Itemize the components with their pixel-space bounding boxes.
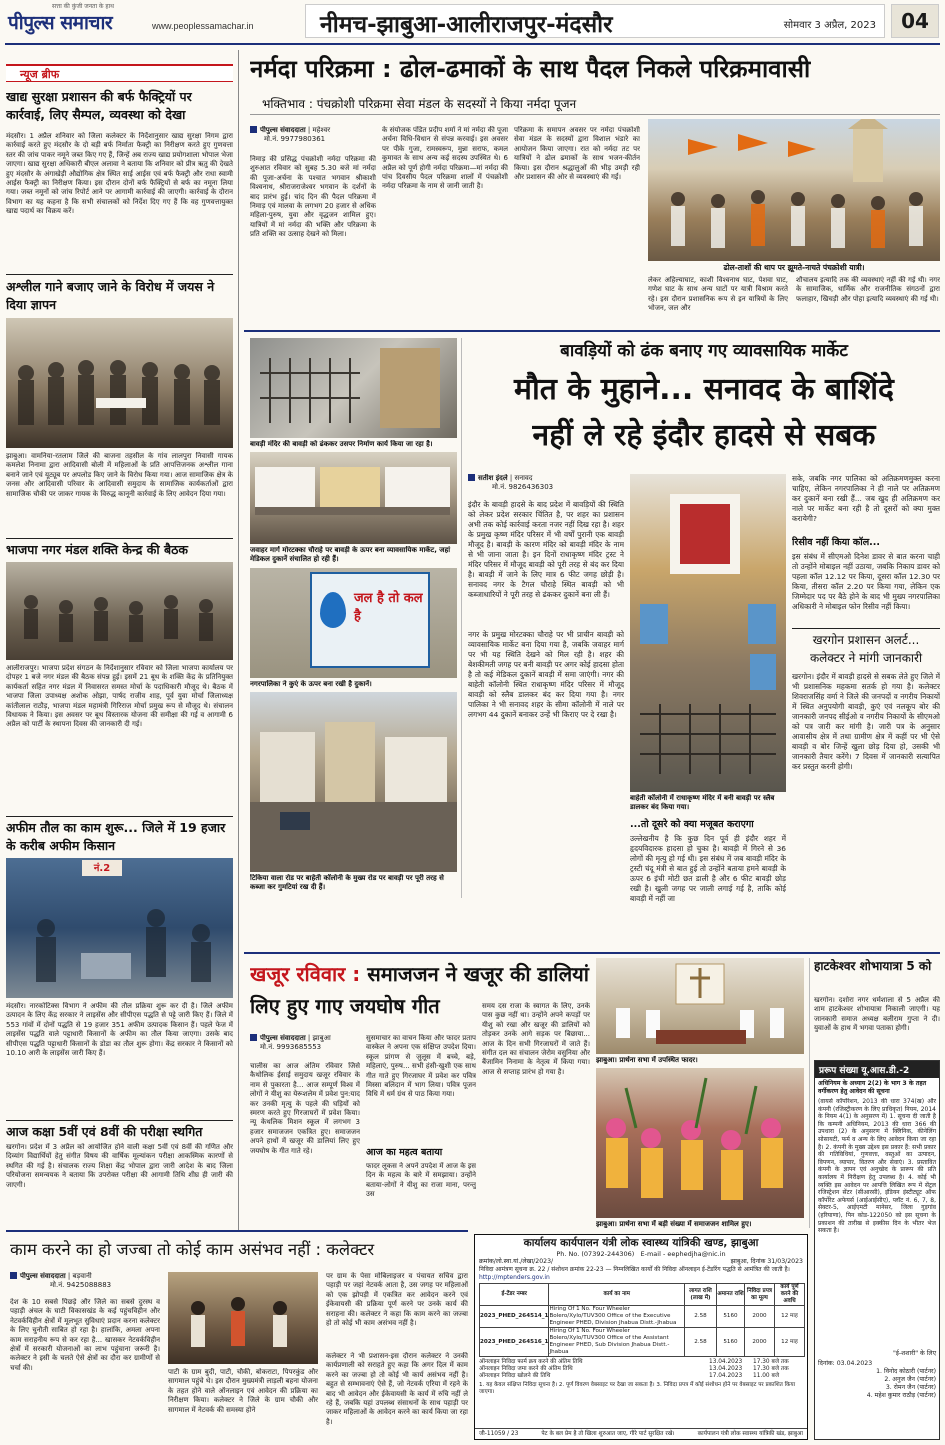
tender-period: 12 माह	[775, 1328, 805, 1357]
table-row	[480, 1328, 805, 1357]
khajoor-subhead: आज का महत्व बताया	[366, 1147, 443, 1158]
divider	[6, 274, 233, 275]
divider	[6, 1120, 233, 1121]
bawdi-body-col3: उल्लेखनीय है कि कुछ दिन पूर्व ही इंदौर शहर में हृदयविदारक हादसा हो चुका है। बावड़ी में गिरने से 36 लोगों की मृत्यु हो गई थी। इस संबंध में जब बावड़ी मंदिर के ट्रस्टी चंदू मंत्री से बात हुई तो उन्होंने बताया हमने बावड़ी के ऊपर 6 इंची मोटी छत डाली है और 6 फीट बावड़ी छोड़ रखी है। खुली जगह पर जाली लगाई गई है, ताकि कोई बावड़ी में नहीं जा	[630, 834, 786, 903]
schedule-time: 17.30 बजे तक	[753, 1366, 789, 1373]
brief-1-body: मंदसौर। 1 अप्रैल शनिवार को जिला कलेक्टर के निर्देशानुसार खाद्य सुरक्षा निगम द्वारा कार्रवाई करते हुए मंदसौर के दो बड़ी बर्फ निर्माता फैक्ट्री का निरीक्षण करते हुए गुणवत्ता स्तर की जांच पाकर नमूने जब्त किए गए हैं, जिन्हें अब राज्य खाद्य प्रयोगशाला भोपाल भेजा जाएगा। खाद्य सुरक्षा अधिकारी बीएल अलावा ने बताया कि शनिवार को प्रीत्र ऋतु की देखते हुए मंदसौर के अंगाखेड़ी औद्योगिक क्षेत्र स्थित साई आईस एवं बर्फ फैक्ट्री और राधा स्वामी आईस फैक्ट्री का निरीक्षण किया। इस दौरान दोनों बर्फ फैक्ट्रियों से बर्फ का नमूना लिया गया। जब्त नमूनों को जांच रिपोर्ट आने पर आगामी कार्रवाई की जाएगी। कार्रवाई के दौरान विभाग का यह कहना है कि सभी संचालकों को निर्देश दिए गए हैं कि वह गुणवत्तायुक्त खाद्य पदार्थ का विक्रय करें।	[6, 132, 233, 216]
byline-phone: मो.नं. 9977980361	[264, 135, 326, 143]
byline-separator-icon: |	[67, 1272, 71, 1280]
bawdi-body-col4: सके, जबकि नगर पालिका को अतिक्रमणमुक्त करना चाहिए, लेकिन नगरपालिका ने ही नाले पर अतिक्रमण कर दुकानें बना रखी हैं... जब खुद ही अतिक्रमण कर नाले पर मार्केट बना रही है तो दूसरों को क्या मुक्त करायेगी?	[792, 474, 940, 523]
section-rule	[244, 330, 940, 332]
edition-title: नीमच-झाबुआ-आलीराजपुर-मंदसौर	[320, 12, 613, 38]
subhead-rule	[250, 114, 940, 115]
bawdi-body-col4b: इस संबंध में सीएमओ दिनेश डावर से बात करना चाही तो उन्होंने मोबाइल नहीं उठाया, जबकि निकाय डावर को पहला कॉल 12.12 पर किया, दूसरा कॉल 12.30 पर किया, तीसरा कॉल 2.20 पर किया गया, लेकिन एक जिम्मेदार पद पर बैठे होने के बाद भी मुख्य नगरपालिका अधिकारी ने मोबाइल फोन रिसीव नहीं किया।	[792, 552, 940, 611]
tender-office: कार्यालय कार्यपालन यंत्री लोक स्वास्थ्य यांत्रिकी खण्ड, झाबुआ	[523, 1237, 759, 1249]
schedule-time: 11.00 बजे	[753, 1373, 780, 1380]
tender-phone: Ph. No. (07392-244306)	[556, 1250, 635, 1258]
khajoor-body-col3: फादर लूकस ने अपने उपदेश में आज के इस दिन के महत्व के बारे में समझाया। उन्होंने बताया-लोगों ने यीशु का राजा माना, परन्तु उस	[366, 1162, 476, 1199]
grill-illustration	[250, 338, 457, 438]
parikrama-procession-photo	[648, 119, 940, 261]
byline-phone: मो.नं. 9993685553	[260, 1043, 322, 1051]
altar-illustration	[596, 958, 804, 1054]
tender-cost: 2.58	[685, 1328, 717, 1357]
tender-emd: 5160	[717, 1306, 745, 1328]
bawdi-slab-photo	[630, 474, 786, 792]
brief-2-caption: झाबुआ। वामनिया-रतलाम जिले की बाजना तहसील के गांव लालपुरा निवासी गायक कमलेश निनामा द्वारा आदिवासी बोली में महिलाओं के प्रति आपत्तिजनक अश्लील गाना बनाने जाने एवं यूट्यूब पर अपलोड किए जाने के विरोध किया गया। आज सामाजिक क्षेत्र के जनस और आदिवासी परिवार के आदिवासी समुदाय के सामाजिक कार्यकर्ताओं द्वारा सामाजिक चौकी पर जाकर गायक के विरुद्ध कानूनी कार्रवाई के लिए आवेदन दिया गया।	[6, 452, 233, 498]
jayas-memo-photo	[6, 318, 233, 448]
bawdi-caption-5: बाहेती कॉलोनी में राधाकृष्ण मंदिर में बनी बावड़ी पर स्लैब डालकर बंद किया गया।	[630, 794, 775, 811]
tender-table	[479, 1283, 805, 1357]
notice-signatory-4: 4. महेश कुमार राठौड़ (पार्टनर)	[866, 1392, 936, 1399]
collector-body-col3: पर ग्राम के पेसा मोबिलाइजर व पंचायत सचिव द्वारा पहाड़ी पर जहां नेटवर्क आता है, उस जगह पर महिलाओं को एक झोपड़ी में एकत्रित कर आवेदन करने एवं ईकेवायसी की प्रक्रिया पूर्ण करने पर उनके कार्य की सराहना की। कलेक्टर ने कहा कि काम करने का जज्बा हो तो कोई भी काम असंभव नहीं है।	[326, 1272, 468, 1328]
tender-col-header: ई-टेंडर नम्बर	[480, 1284, 549, 1306]
tender-col-header: निविदा प्रपत्र का मूल्य	[745, 1284, 775, 1306]
paper-tagline: सत्ता की कुंजी जनता के हाथ	[52, 3, 115, 10]
news-brief-column	[6, 50, 233, 1120]
byline-name: पीपुल्स संवाददाता	[260, 126, 306, 134]
brief-2-headline: अश्लील गाने बजाए जाने के विरोध में जयस ने दिया ज्ञापन	[6, 279, 215, 312]
column-rule	[461, 338, 462, 898]
tender-work: Hiring Of 1 No. Four Wheeler Bolero/Xylo/TUV300 Office of the Assistant Engineer PHED, Sub Division Jhabua Distt.-Jhabua	[549, 1328, 685, 1357]
market-illustration	[250, 452, 457, 544]
news-brief-label	[6, 64, 233, 82]
column-rule	[809, 958, 810, 1228]
bawdi-headline-line1: मौत के मुहाने... सनावद के बाशिंदे	[514, 372, 894, 407]
khajoor-body-col1: चालीस का आज अंतिम रविवार जिसे कैथोलिक ईसाई समुदाय खजूर रविवार के नाम से पुकारता है... आज सम्पूर्ण विश्व में लोगों ने यीशु का येरूशलेम में प्रवेश पुन:याद कर उनकी मृत्यु के पहले की घड़ियों को स्मरण करते हुए गिरजाघरों में प्रवेश किया। न्यू केथलिक मिशन स्कूल में लगभग 3 हजार समाजजन एकत्रित हुए। समाजजन अपने हाथों में खजूर की डालियां लिए हुए जयघोष के गीत गाते रहे।	[250, 1062, 360, 1155]
tender-col-header: कार्य पूर्ण करने की अवधि	[775, 1284, 805, 1306]
byline-name: पीपुल्स संवाददाता	[20, 1272, 66, 1280]
collector-photo	[168, 1272, 318, 1364]
brief-5-body: खरगोन। प्रदेश में 3 अप्रैल को आयोजित होने वाली कक्षा 5वीं एवं 8वीं की गणित और दिव्यांग विद्यार्थियों हेतु संगीत विषय की वार्षिक मूल्यांकन परीक्षा आकस्मिक कारणों से स्थगित की गई है। संचालक राज्य शिक्षा केंद्र भोपाल द्वारा जारी आदेश के बाद जिला परियोजना समन्वयक ने बताया कि उपरोक्त परीक्षा की आगामी तिथि शीघ्र ही जारी की जाएगी।	[6, 1143, 233, 1189]
tender-footer-sign: कार्यपालन यंत्री लोक स्वास्थ्य यांत्रिकी खंड, झाबुआ	[697, 1431, 803, 1437]
brief-3-body: आलीराजपुर। भाजपा प्रदेश संगठन के निर्देशानुसार रविवार को जिला भाजपा कार्यालय पर दोपहर 1 बजे नगर मंडल की बैठक संपन्न हुई। इसमें 21 बूथ के शक्ति केंद्र के प्रतिनियुक्त कार्यकर्ता सहित नगर मंडल में निवासरत समस्त मोर्चा के पदाधिकारी मौजूद थे। बैठक में भाजपा जिला उपाध्यक्ष अशोक ओझा, पार्षद राजीव शाह, पूर्व युवा मोर्चा जिलाध्यक्ष कांतीलाल राठौड़, भाजपा मंडल महामंत्री गिरिराज मोर्चा प्रमुख रूप से मौजूद थे। संचालन विधायक ने किया। इस अवसर पर बूथ विस्तारक योजना की समीक्षा की गई व आगामी 6 अप्रैल को पार्टी के स्थापना दिवस की जानकारी दी गई।	[6, 664, 233, 729]
notice-box	[814, 1060, 940, 1440]
bawdi-caption-1: बावड़ी मंदिर की बावड़ी को ढंककर उसपर निर्माण कार्य किया जा रहा है।	[250, 440, 433, 448]
collector-body-col1: देश के 10 सबसे पिछड़े और जिले का सबसे दुरस्थ व पहाड़ी अंचल के घाटी विकासखंड के कई पहुंचविहीन और नेटवर्कविहीन क्षेत्रों में मूलभूत सुविधाएं प्रदान करना कलेक्टर के लिए चुनौती साबित हो रहा है। हालांकि, अमला अपना काम सराहनीय रूप से कर रहा है... खासकर नेटवर्कविहीन क्षेत्रों में सरकारी योजनाओं का लाभ पहुंचाना जरूरी है। कलेक्टर ने इसी के चलते ऐसे क्षेत्रों का दौरा कर ग्रामीणों से चर्चा की।	[10, 1298, 160, 1372]
issue-date: सोमवार 3 अप्रैल, 2023	[783, 20, 876, 31]
table-row	[480, 1306, 805, 1328]
tender-emd: 5160	[717, 1328, 745, 1357]
khajoor-body-col2: सुसमाचार का वाचन किया और फादर प्रताप वास्केल ने अपना एक संक्षिप्त उपदेश दिया। स्कूल प्रांगण से जुलूस में बच्चे, बड़े, महिलाएं, पुरुष... सभी हंसी-खुशी एक साथ गीत गाते हुए गिरजाघर में प्रवेश कर पवित्र मिस्सा बलिदान में भाग लिया। पवित्र पूजन विधि में धर्म ग्रंथ से पाठ किया गया।	[366, 1034, 476, 1099]
tender-ref-date: झाबुआ, दिनांक 31/03/2023	[730, 1258, 803, 1265]
tender-ref	[475, 1258, 807, 1266]
tender-col-header: लागत राशि (लाख में)	[685, 1284, 717, 1306]
alert-headline-line2: कलेक्टर ने मांगी जानकारी	[809, 651, 923, 665]
byline-separator-icon: |	[307, 1034, 311, 1042]
parikrama-byline	[250, 126, 376, 150]
notice-body: (वायर्स कॉर्पोरेशन, 2013 की धारा 374(ख) और कंपनी (रजिस्ट्रीकरण के लिए प्राधिकृत) नियम, 2014 के नियम 4(1) के अनुसरण में) 1. सूचना दी जाती है कि कम्पनी अधिनियम, 2013 की धारा 366 की उपधारा (2) के अनुसरण में क्लिनिक, कीनेलिंग सोसायटी, फर्म व अन्य के लिए आवेदन किया जा रहा है। 2. कंपनी के मुख्य उद्देश्य इस प्रकार हैं: सभी प्रकार की गतिविधियां, गुणवत्ता, वस्तुओं का उत्पादन, विपणन, व्यापार, वितरण और सेवाएं। 3. प्रस्तावित कंपनी के ज्ञापन एवं अनुच्छेद के प्रारूप की प्रति कार्यालय में निरीक्षण हेतु उपलब्ध है। 4. कोई भी व्यक्ति इस आवेदन पर आपत्ति लिखित रूप में सेंट्रल रजिस्ट्रेशन सेंटर (सीआरसी), इंडियन इंस्टीट्यूट ऑफ कॉर्पोरेट अफेयर्स (आईआईसीए), प्लॉट नं. 6, 7, 8, सेक्टर-5, आईएमटी मानेसर, जिला गुड़गांव (हरियाणा), पिन कोड-122050 को इस सूचना के प्रकाशन की तारीख से इक्कीस दिन के भीतर भेज सकता है।	[818, 1098, 936, 1235]
khajoor-caption-2: झाबुआ। प्रार्थना सभा में बड़ी संख्या में समाजजन शामिल हुए।	[596, 1220, 752, 1228]
notice-title: प्ररूप संख्या यू.आस.डी.-2	[815, 1061, 939, 1078]
parikrama-subhead: भक्तिभाव : पंचक्रोशी परिक्रमा सेवा मंडल के सदस्यों ने किया नर्मदा पूजन	[262, 97, 577, 111]
notice-subtitle: अधिनियम के अध्याय 2(2) के भाग 3 के तहत वर्गीकरण हेतु आवेदन की सूचना	[818, 1080, 927, 1095]
byline-marker-icon	[250, 126, 257, 133]
khajoor-headline-prefix: खजूर रविवार :	[250, 962, 361, 986]
tender-footer-slogan: पेट के बल प्रेम है तो खिला शुरुआत जाए, गीरे पार्ट सुरक्षित रखे।	[541, 1431, 675, 1437]
weighing-illustration	[6, 858, 233, 998]
khajoor-headline-rest: समाजजन ने खजूर की डालियां लिए हुए गाए जयघोष गीत	[250, 962, 589, 1018]
notice-signatory-3: 3. रोमन जैन (पार्टनर)	[885, 1384, 936, 1391]
byline-place: सनावद	[514, 474, 533, 482]
bawdi-body-col1b: नगर के प्रमुख मोरटक्का चौराहे पर भी प्राचीन बावड़ी को व्यावसायिक मार्केट बना दिया गया है, जबकि जवाहर मार्ग पर भी यह स्थिति देखने को मिल रही है। शहर की बेशकीमती जगह पर बनी बावड़ी पर अगर कोई हादसा होता है तो कई मेडिकल दुकानें बावड़ी में समा जाएंगी। नगर की बाहेती कॉलोनी स्थित राधाकृष्ण मंदिर परिसर में मौजूद बावड़ी को स्लैब डालकर बंद कर दिया गया है। नगर पालिका ने भी सनावद शहर के सीमा कॉलोनी में नाले पर लगभग 44 दुकानें बनाकर उन्हें भी किराए पर दे रखा है।	[468, 630, 624, 719]
website-link[interactable]: www.peoplessamachar.in	[152, 21, 254, 31]
tender-fee: 2000	[745, 1306, 775, 1328]
brief-5-headline: आज कक्षा 5वीं एवं 8वीं की परीक्षा स्थगित	[6, 1124, 203, 1139]
tender-fee: 2000	[745, 1328, 775, 1357]
paper-logo	[8, 9, 148, 35]
byline-phone: मो.नं. 9826436303	[492, 483, 554, 491]
tender-period: 12 माह	[775, 1306, 805, 1328]
bawdi-market-photo	[250, 452, 457, 544]
byline-marker-icon	[10, 1272, 17, 1279]
alert-headline-line1: खरगोन प्रशासन अलर्ट...	[812, 633, 920, 647]
alert-body: खरगोन। इंदौर में बावड़ी हादसे से सबक लेते हुए जिले में भी प्रशासनिक महकमा सतर्क हो गया है। कलेक्टर शिवराजसिंह वर्मा ने जिले की जनपदों व नगरीय निकायों में स्थित अनुपयोगी बावड़ी, कुएं एवं नलकूप बोर की जानकारी जनपद सीईओ व नगरीय निकायों के सीएमओ को पत्र जारी कर मांगी है। जारी पत्र के अनुसार आवासीय क्षेत्र में तथा ग्रामीण क्षेत्र में कहीं पर भी ऐसे बावड़ी व बोर जिन्हें खुला छोड़ दिया हो, उसकी भी जानकारी तैयार करेंगे। 7 दिवस में जानकारी सत्यापित कर प्रस्तुत करनी होगी।	[792, 672, 940, 771]
tender-cost: 2.58	[685, 1306, 717, 1328]
bawdi-caption-3: नगरपालिका ने कुएं के ऊपर बना रखी है दुकानें।	[250, 680, 372, 688]
bawdi-subhead-col4: रिसीव नहीं किया कॉल...	[792, 537, 880, 548]
brief-1-headline: खाद्य सुरक्षा प्रशासन की बर्फ फैक्ट्रियों पर कार्रवाई, लिए सैम्पल, व्यवस्था को देखा	[6, 89, 192, 122]
parikrama-body-col5: शौचालय इत्यादि तक की व्यवस्थाएं नहीं की गई थी। नगर के सामाजिक, धार्मिक और राजनीतिक संगठनों द्वारा फलाहार, खिचड़ी और पोहा इत्यादि व्यवस्थाएं की गई थी।	[796, 276, 940, 303]
schedule-label: ऑनलाइन निविदा फार्म क्रय करने की अंतिम तिथि	[479, 1359, 583, 1365]
bawdi-temple-photo	[250, 338, 457, 438]
water-poster-text: जल है तो कल है	[354, 591, 423, 624]
bawdi-headline-line2: नहीं ले रहे इंदौर हादसे से सबक	[532, 418, 876, 453]
column-rule	[238, 50, 239, 1230]
byline-place: झाबुआ	[312, 1034, 331, 1042]
news-brief-text: न्यूज ब्रीफ	[20, 68, 60, 81]
parikrama-body-col3: परिक्रमा के समापन अवसर पर नर्मदा पंचक्रोशी सेवा मंडल के सदस्यों द्वारा विशाल भंडारे का आयोजन किया जाएगा। रात को नर्मदा तट पर यात्रियों ने ढोल ढमाकों के साथ भजन-कीर्तन किया। इस दौरान श्रद्धालुओं की भीड़ उमड़ी रही और प्रशासन की ओर से व्यवस्थाएं की गईं।	[514, 126, 640, 182]
bawdi-kicker: बावड़ियों को ढंक बनाए गए व्यावसायिक मार्केट	[560, 341, 848, 361]
bawdi-road-photo	[250, 692, 457, 872]
tender-no: 2023_PHED_264516_1	[480, 1328, 549, 1357]
page-number: 04	[891, 4, 939, 38]
tender-email[interactable]: E-mail - eephedjha@nic.in	[640, 1250, 726, 1258]
tender-no: 2023_PHED_264514_1	[480, 1306, 549, 1328]
crowd-illustration	[6, 318, 233, 448]
hatkeshwar-body: खरगोन। दशोरा नगर धर्मशाला से 5 अप्रैल की शाम हाटकेश्वर शोभायात्रा निकाली जाएगी। यह जानकारी समाज अध्यक्ष बलीराम गुप्ता ने दी। युवाओं के हाथ में भगवा पताका होगी।	[814, 996, 940, 1033]
schedule-label: ऑनलाइन निविदा जमा करने की अंतिम तिथि	[479, 1366, 573, 1373]
byline-place: महेश्वर	[312, 126, 331, 134]
tender-notes: 1. यह केवल संक्षिप्त निविदा सूचना है। 2. पूर्ण विवरण वेबसाइट पर देखा जा सकता है। 3. निविदा प्रपत्र में कोई संशोधन होने पर वेबसाइट पर प्रकाशित किया जाएगा।	[479, 1381, 796, 1395]
bawdi-subhead-col3: ...तो दूसरे को क्या मजूबत कराएगा	[630, 819, 754, 830]
khajoor-crowd-photo	[596, 1068, 804, 1218]
byline-place: बड़वानी	[72, 1272, 92, 1280]
tender-contact	[475, 1250, 807, 1258]
byline-name: पीपुल्स संवाददाता	[260, 1034, 306, 1042]
tender-footer	[475, 1428, 807, 1439]
notice-signatory-1: 1. विनोद कोठारी (पार्टनर)	[876, 1368, 936, 1375]
collector-illustration	[168, 1272, 318, 1364]
khajoor-byline	[250, 1034, 360, 1058]
notice-place-date: दिनांक: 03.04.2023	[818, 1360, 873, 1367]
byline-separator-icon: |	[509, 474, 513, 482]
tender-schedule	[475, 1359, 807, 1381]
tender-intro: निविदा आमंत्रण सूचना क्र. 22 / संशोधन क्रमांक 22-23 — निम्नलिखित कार्यों की निविदा ऑनलाइन ई-टेंडरिंग पद्धति से आमंत्रित की जाती है।	[479, 1266, 790, 1273]
bawdi-caption-4: टिकिया वाला रोड पर बाहेती कॉलोनी के मुख्य रोड पर बावड़ी पर पूरी तरह से कब्जा कर गुमटियां रख दी हैं।	[250, 874, 444, 891]
notice-signatory-2: 2. अनुज जैन (पार्टनर)	[884, 1376, 936, 1383]
byline-separator-icon: |	[307, 126, 311, 134]
bawdi-byline	[468, 474, 624, 498]
edition-banner	[305, 4, 885, 38]
tender-ref-no: क्रमांक/लो.स्वा.यां./लेखा/2023/	[479, 1258, 554, 1265]
water-drop-icon	[320, 592, 346, 628]
road-illustration	[250, 692, 457, 872]
bawdi-well-photo	[250, 568, 457, 678]
brief-3-headline: भाजपा नगर मंडल शक्ति केन्द्र की बैठक	[6, 542, 188, 557]
hatkeshwar-headline: हाटकेश्वर शोभायात्रा 5 को	[814, 959, 932, 973]
collector-byline	[10, 1272, 160, 1296]
section-rule	[6, 1230, 468, 1232]
byline-name: सतीश इंदले	[478, 474, 508, 482]
divider	[792, 628, 940, 629]
byline-phone: मो.नं. 9425088883	[50, 1281, 112, 1289]
schedule-time: 17.30 बजे तक	[753, 1359, 789, 1365]
tender-website[interactable]: http://mptenders.gov.in	[479, 1273, 550, 1281]
parikrama-body-col2: के संयोजक पंडित प्रदीप शर्मा ने मां नर्मदा की पूजा अर्चना विधि-विधान से संपन्न करवाई। इस अवसर पर पीके गुजा, रामस्वरूप, मुन्ना सराफ, कमल कुमावत के साथ अन्य कई सदस्य उपस्थित थे। 6 अप्रैल को पूर्ण होगी नर्मदा परिक्रमा—मां नर्मदा की पांच दिवसीय पैदल परिक्रमा शालों में पंचक्रोशी नर्मदा परिक्रमा के नाम से जानी जाती है।	[382, 126, 508, 191]
opium-weighing-photo	[6, 858, 233, 998]
tender-work: Hiring Of 1 No. Four Wheeler Bolero/Xylo/TUV300 Office of the Executive Engineer PHED, Division Jhabua Distt.-Jhabua	[549, 1306, 685, 1328]
masthead	[0, 0, 945, 44]
khajoor-caption-1: झाबुआ। प्रार्थना सभा में उपस्थित फादर।	[596, 1056, 698, 1064]
schedule-label: ऑनलाइन निविदा खोलने की तिथि	[479, 1373, 551, 1380]
brief-4-headline: अफीम तौल का काम शुरू... जिले में 19 हजार के करीब अफीम किसान	[6, 820, 226, 853]
tender-table-header	[480, 1284, 805, 1306]
khajoor-body-col4: समय दस राजा के स्वागत के लिए, उनके पास कुछ नहीं था। उन्होंने अपने कपड़ों पर यीशु को रखा और खजूर की डालियों को तोड़कर उनके आगे सड़क पर बिछाया... आज के दिन सभी गिरजाघरों में जाते हैं। संगीत दल का संचालन जेरोम वसुनिया और बैंजामिन निनामा के नेतृत्व में किया गया। आज से सप्ताह प्रारंभ हो गया है।	[482, 1002, 590, 1076]
divider	[6, 816, 233, 817]
schedule-date: 17.04.2023	[709, 1373, 743, 1380]
paper-name: पीपुल्स समाचार	[8, 12, 113, 34]
parikrama-headline: नर्मदा परिक्रमा : ढोल-ढमाकों के साथ पैदल निकले परिक्रमावासी	[250, 55, 811, 83]
schedule-row	[479, 1373, 803, 1380]
procession-illustration	[648, 119, 940, 261]
brief-4-body: मंदसौर। नारकोटिक्स विभाग ने अफीम की तौल प्रक्रिया शुरू कर दी है। जिले अफीम उत्पादन के लिए केंद्र सरकार ने लाइसेंस और सीपीएस पद्धति से पट्टे जारी किए हैं। जिले में 553 गांवों में दोनों पद्धति से 19 हजार 351 अफीम उत्पादक किसान हैं। पहले फेज में लाइसेंस पद्धति वाले पट्टाधारी किसानों के अफीम का तौल किया जाएगा। उसके बाद सीपीएस पद्धति पट्टाधारी किसानों के डोडा का तौल शुरू होगा। केंद्र सरकार ने किसानों को 10.10 आरी के लाइसेंस जारी किए हैं।	[6, 1002, 233, 1058]
tender-col-header: कार्य का नाम	[549, 1284, 685, 1306]
parikrama-body-col4: लेकर अहिल्याघाट, काशी विश्वनाथ घाट, पेशवा घाट, गणेश घाट के साथ अन्य घाटों पर यात्री विश्राम करते रहे। इस दौरान प्रशासनिक रूप से इन यात्रियों के लिए भोजन, जल और	[648, 276, 788, 313]
bawdi-caption-2: जवाहर मार्ग मोरटक्का चौराहे पर बावड़ी के ऊपर बना व्यावसायिक मार्केट, जहां मेडिकल दुकानें संचालित हो रही हैं।	[250, 546, 451, 563]
bjp-meeting-photo	[6, 562, 233, 660]
bawdi-body-col1: इंदौर के बावड़ी हादसे के बाद प्रदेश में बावड़ियों की स्थिति को लेकर प्रदेश सरकार चिंतित है, पर शहर का प्रशासन अभी तक कोई कार्रवाई करता नजर नहीं दिख रहा है। शहर के प्रमुख कृष्ण मंदिर परिसर में भी वर्षों पुरानी एक बावड़ी मौजूद है। बावड़ी के कारण मंदिर को बावड़ी मंदिर के नाम से भी जाना जाता है। इन दिनों राधाकृष्ण मंदिर ट्रस्ट ने मंदिर परिसर में मौजूद बावड़ी को पूरी तरह से बंद कर दिया है। बावड़ी में जाने के लिए मात्र 6 फीट जगह छोड़ी है। सनावद नगर के टैगल चौराहे स्थित बावड़ी को भी कब्जाधारियों ने पूरी तरह से ढंककर दुकानें बना ली हैं।	[468, 500, 624, 599]
collector-bottom-headline: काम करने का हो जज्बा तो कोई काम असंभव नहीं : कलेक्टर	[10, 1240, 375, 1259]
schedule-date: 13.04.2023	[709, 1366, 743, 1373]
masthead-rule	[5, 43, 940, 45]
schedule-date: 13.04.2023	[709, 1359, 743, 1365]
notice-signature-label: "ई-शशारी" के लिए	[892, 1350, 936, 1357]
collector-body-col2: पाटी के ग्राम बुदी, पाटी, चौकी, बोकराटा, पिपरकुंड और सागमाल पहुंचे थे। इस दौरान मुख्यमंत्री लाड़ली बहना योजना के तहत होने वाले ऑनलाइन एवं आवेदन की प्रक्रिया का निरीक्षण किया। कलेक्टर ने जिले के ग्राम चौकी और सागमाल में नेटवर्क की समस्या होने	[168, 1368, 318, 1414]
water-poster	[310, 572, 430, 668]
congregation-illustration	[596, 1068, 804, 1218]
byline-marker-icon	[250, 1034, 257, 1041]
byline-marker-icon	[468, 474, 475, 481]
parikrama-photo-caption: ढोल-ताशों की थाप पर झूमते-नाचते पंचक्रोशी यात्री।	[723, 263, 865, 272]
collector-body-col4: कलेक्टर ने भी प्रशासन-इस दौरान कलेक्टर ने उनकी कार्यप्रणाली को सराहते हुए कहा कि अगर दिल में काम करने का जज्बा हो तो कोई भी कार्य असंभव नहीं है। बहुत से सम्भावनाएं ऐसे हैं, जो नेटवर्क एरिया में रहने के बाद भी आवेदन और ईकेवायसी के कार्य में रुचि नहीं ले रहे हैं, जबकि यहां उपलब्ध संसाधनों के साथ पहाड़ी पर जाकर महिलाओं के आवेदन करने का कार्य किया जा रहा है।	[326, 1352, 468, 1426]
tender-footer-id: जी-11059 / 23	[479, 1431, 519, 1437]
parikrama-body-col1: निमाड़ की प्रसिद्ध पंचक्रोशी नर्मदा परिक्रमा की शुरुआत रविवार को सुबह 5.30 बजे मां नर्मदा की पूजा-अर्चना के पश्चात भगवान श्रीकाशी विश्वनाथ, श्रीराजराजेश्वर भगवान के दर्शनों के बाद प्रारंभ हुई। चांद दिन की पैदल परिक्रमा में निमाड़ एवं मालवा के लगभग 20 हजार से अधिक महिला-पुरुष, युवा और वृद्धजन शामिल हुए। यात्रियों में मां नर्मदा की भक्ति और परिक्रमा के प्रति शक्ति का उत्साह देखने को मिला।	[250, 155, 376, 239]
tender-ad	[474, 1234, 808, 1440]
khajoor-altar-photo	[596, 958, 804, 1054]
divider	[6, 538, 233, 539]
meeting-illustration	[6, 562, 233, 660]
tender-col-header: अमानत राशि	[717, 1284, 745, 1306]
slab-illustration	[630, 474, 786, 792]
section-rule	[244, 952, 940, 954]
counter-sign: नं.2	[82, 860, 122, 876]
